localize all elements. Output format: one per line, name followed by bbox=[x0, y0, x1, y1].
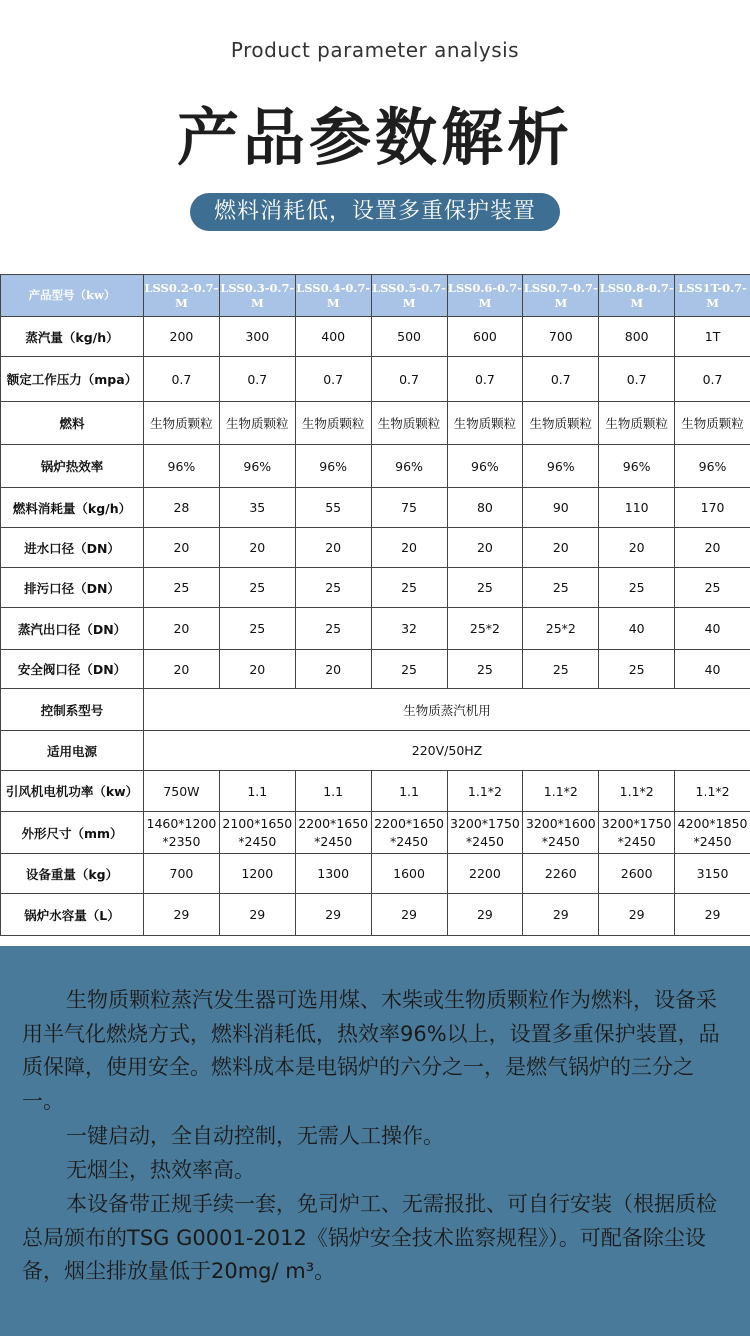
table-cell: 29 bbox=[295, 894, 371, 936]
table-cell: 1.1*2 bbox=[599, 771, 675, 812]
dimension-line-1: 3200*1750 bbox=[450, 815, 520, 831]
table-cell: 20 bbox=[219, 528, 295, 568]
table-cell: 25 bbox=[371, 650, 447, 689]
row-label: 控制系型号 bbox=[1, 689, 144, 731]
row-label: 燃料 bbox=[1, 402, 144, 445]
row-label: 排污口径（DN） bbox=[1, 568, 144, 608]
table-cell: 0.7 bbox=[675, 357, 750, 402]
table-cell: 1.1*2 bbox=[523, 771, 599, 812]
dimension-cell bbox=[219, 812, 295, 854]
table-cell: 200 bbox=[144, 317, 220, 357]
table-cell: 25 bbox=[447, 650, 523, 689]
table-cell: 25 bbox=[599, 568, 675, 608]
table-cell: 1600 bbox=[371, 854, 447, 894]
dimension-cell bbox=[144, 812, 220, 854]
table-cell: 1200 bbox=[219, 854, 295, 894]
model-header: LSS0.5-0.7-M bbox=[371, 275, 447, 317]
row-label: 锅炉水容量（L） bbox=[1, 894, 144, 936]
table-row bbox=[1, 689, 750, 731]
table-cell: 25*2 bbox=[447, 608, 523, 650]
dimension-line-2: *2450 bbox=[617, 833, 656, 849]
table-cell: 110 bbox=[599, 488, 675, 528]
table-cell: 29 bbox=[447, 894, 523, 936]
table-row bbox=[1, 608, 750, 650]
dimension-cell bbox=[675, 812, 750, 854]
table-cell: 25 bbox=[219, 568, 295, 608]
dimension-cell bbox=[599, 812, 675, 854]
dimension-line-1: 2200*1650 bbox=[298, 815, 369, 831]
table-row bbox=[1, 402, 750, 445]
table-cell: 25 bbox=[295, 568, 371, 608]
model-header: LSS0.4-0.7-M bbox=[295, 275, 371, 317]
table-cell: 生物质颗粒 bbox=[371, 402, 447, 445]
table-cell: 600 bbox=[447, 317, 523, 357]
table-cell: 0.7 bbox=[523, 357, 599, 402]
table-cell: 96% bbox=[675, 445, 750, 488]
description-paragraph: 无烟尘，热效率高。 bbox=[66, 1158, 255, 1182]
table-cell: 25 bbox=[523, 568, 599, 608]
table-cell: 800 bbox=[599, 317, 675, 357]
table-cell: 40 bbox=[675, 650, 750, 689]
table-cell: 生物质颗粒 bbox=[295, 402, 371, 445]
table-cell: 20 bbox=[219, 650, 295, 689]
table-cell: 2200 bbox=[447, 854, 523, 894]
table-cell: 29 bbox=[675, 894, 750, 936]
dimension-cell bbox=[295, 812, 371, 854]
row-label: 蒸汽出口径（DN） bbox=[1, 608, 144, 650]
table-cell: 25*2 bbox=[523, 608, 599, 650]
table-cell: 25 bbox=[599, 650, 675, 689]
table-cell: 0.7 bbox=[371, 357, 447, 402]
table-cell: 1.1 bbox=[371, 771, 447, 812]
parameter-table bbox=[0, 274, 750, 936]
dimension-line-2: *2450 bbox=[465, 833, 504, 849]
table-cell: 1.1 bbox=[295, 771, 371, 812]
table-cell: 3150 bbox=[675, 854, 750, 894]
table-cell: 生物质颗粒 bbox=[675, 402, 750, 445]
table-cell: 700 bbox=[523, 317, 599, 357]
table-row bbox=[1, 445, 750, 488]
table-cell: 170 bbox=[675, 488, 750, 528]
dimension-cell bbox=[447, 812, 523, 854]
model-header: LSS1T-0.7-M bbox=[675, 275, 750, 317]
table-cell: 1300 bbox=[295, 854, 371, 894]
table-cell: 25 bbox=[523, 650, 599, 689]
row-label: 额定工作压力（mpa） bbox=[1, 357, 144, 402]
table-cell: 700 bbox=[144, 854, 220, 894]
table-cell: 2600 bbox=[599, 854, 675, 894]
table-cell: 400 bbox=[295, 317, 371, 357]
merged-cell: 220V/50HZ bbox=[144, 731, 750, 771]
table-cell: 80 bbox=[447, 488, 523, 528]
description-panel bbox=[0, 946, 750, 1336]
dimension-line-1: 2100*1650 bbox=[222, 815, 293, 831]
table-cell: 40 bbox=[599, 608, 675, 650]
dimension-cell bbox=[371, 812, 447, 854]
table-cell: 500 bbox=[371, 317, 447, 357]
table-cell: 55 bbox=[295, 488, 371, 528]
table-cell: 20 bbox=[295, 528, 371, 568]
table-cell: 生物质颗粒 bbox=[144, 402, 220, 445]
table-cell: 35 bbox=[219, 488, 295, 528]
table-cell: 96% bbox=[219, 445, 295, 488]
table-cell: 生物质颗粒 bbox=[219, 402, 295, 445]
table-cell: 25 bbox=[295, 608, 371, 650]
table-cell: 20 bbox=[675, 528, 750, 568]
table-cell: 0.7 bbox=[447, 357, 523, 402]
table-cell: 25 bbox=[144, 568, 220, 608]
table-cell: 1.1*2 bbox=[447, 771, 523, 812]
feature-pill: 燃料消耗低，设置多重保护装置 bbox=[190, 193, 560, 231]
merged-cell: 生物质蒸汽机用 bbox=[144, 689, 750, 731]
description-paragraph: 生物质颗粒蒸汽发生器可选用煤、木柴或生物质颗粒作为燃料，设备采用半气化燃烧方式，燃料消耗低，热效率96%以上，设置多重保护装置，品质保障，使用安全。燃料成本是电锅炉的六分之一，是燃气锅炉的三分之一。 bbox=[22, 988, 720, 1113]
table-cell: 40 bbox=[675, 608, 750, 650]
dimension-line-1: 4200*1850 bbox=[677, 815, 748, 831]
row-label: 燃料消耗量（kg/h） bbox=[1, 488, 144, 528]
table-cell: 75 bbox=[371, 488, 447, 528]
model-header: LSS0.6-0.7-M bbox=[447, 275, 523, 317]
dimension-line-1: 1460*1200 bbox=[146, 815, 217, 831]
table-header-row bbox=[1, 275, 750, 317]
dimension-line-1: 3200*1600 bbox=[525, 815, 596, 831]
dimension-line-2: *2450 bbox=[238, 833, 277, 849]
table-cell: 2260 bbox=[523, 854, 599, 894]
dimension-line-2: *2450 bbox=[314, 833, 353, 849]
table-cell: 25 bbox=[675, 568, 750, 608]
table-cell: 96% bbox=[371, 445, 447, 488]
dimension-line-2: *2350 bbox=[162, 833, 201, 849]
table-cell: 生物质颗粒 bbox=[447, 402, 523, 445]
table-cell: 1.1 bbox=[219, 771, 295, 812]
table-row bbox=[1, 894, 750, 936]
table-cell: 20 bbox=[599, 528, 675, 568]
table-row bbox=[1, 488, 750, 528]
table-cell: 0.7 bbox=[219, 357, 295, 402]
table-row bbox=[1, 854, 750, 894]
table-cell: 96% bbox=[295, 445, 371, 488]
model-header: LSS0.2-0.7-M bbox=[144, 275, 220, 317]
table-cell: 96% bbox=[523, 445, 599, 488]
table-cell: 生物质颗粒 bbox=[523, 402, 599, 445]
row-label: 引风机电机功率（kw） bbox=[1, 771, 144, 812]
table-row bbox=[1, 650, 750, 689]
table-cell: 96% bbox=[144, 445, 220, 488]
table-cell: 32 bbox=[371, 608, 447, 650]
table-cell: 20 bbox=[371, 528, 447, 568]
dimension-line-1: 2200*1650 bbox=[374, 815, 444, 831]
table-cell: 29 bbox=[599, 894, 675, 936]
table-cell: 25 bbox=[219, 608, 295, 650]
description-paragraph: 本设备带正规手续一套，免司炉工、无需报批、可自行安装（根据质检总局颁布的TSG G0001-2012《锅炉安全技术监察规程》）。可配备除尘设备，烟尘排放量低于20mg/ m³。 bbox=[22, 1192, 717, 1283]
row-label: 进水口径（DN） bbox=[1, 528, 144, 568]
description-paragraph: 一键启动，全自动控制，无需人工操作。 bbox=[66, 1124, 444, 1148]
row-label: 蒸汽量（kg/h） bbox=[1, 317, 144, 357]
table-cell: 25 bbox=[447, 568, 523, 608]
table-row bbox=[1, 771, 750, 812]
table-cell: 0.7 bbox=[144, 357, 220, 402]
table-cell: 28 bbox=[144, 488, 220, 528]
table-row bbox=[1, 317, 750, 357]
row-label: 外形尺寸（mm） bbox=[1, 812, 144, 854]
table-cell: 29 bbox=[144, 894, 220, 936]
table-cell: 96% bbox=[599, 445, 675, 488]
dimension-line-1: 3200*1750 bbox=[601, 815, 672, 831]
table-cell: 96% bbox=[447, 445, 523, 488]
table-cell: 29 bbox=[219, 894, 295, 936]
table-cell: 300 bbox=[219, 317, 295, 357]
row-label: 设备重量（kg） bbox=[1, 854, 144, 894]
table-cell: 90 bbox=[523, 488, 599, 528]
table-cell: 0.7 bbox=[295, 357, 371, 402]
table-row bbox=[1, 528, 750, 568]
table-cell: 29 bbox=[371, 894, 447, 936]
table-cell: 1T bbox=[675, 317, 750, 357]
table-cell: 1.1*2 bbox=[675, 771, 750, 812]
table-cell: 750W bbox=[144, 771, 220, 812]
table-cell: 20 bbox=[295, 650, 371, 689]
table-cell: 25 bbox=[371, 568, 447, 608]
table-row bbox=[1, 731, 750, 771]
page-title: 产品参数解析 bbox=[176, 101, 573, 174]
row-label: 锅炉热效率 bbox=[1, 445, 144, 488]
row-label: 适用电源 bbox=[1, 731, 144, 771]
table-cell: 20 bbox=[447, 528, 523, 568]
table-cell: 20 bbox=[144, 608, 220, 650]
model-header: LSS0.3-0.7-M bbox=[219, 275, 295, 317]
dimension-cell bbox=[523, 812, 599, 854]
dimension-line-2: *2450 bbox=[541, 833, 580, 849]
table-row bbox=[1, 568, 750, 608]
model-header: LSS0.7-0.7-M bbox=[523, 275, 599, 317]
table-cell: 20 bbox=[144, 650, 220, 689]
table-cell: 生物质颗粒 bbox=[599, 402, 675, 445]
row-label: 安全阀口径（DN） bbox=[1, 650, 144, 689]
table-cell: 20 bbox=[144, 528, 220, 568]
subtitle-en: Product parameter analysis bbox=[230, 38, 520, 62]
table-cell: 20 bbox=[523, 528, 599, 568]
table-cell: 29 bbox=[523, 894, 599, 936]
table-cell: 0.7 bbox=[599, 357, 675, 402]
model-header: LSS0.8-0.7-M bbox=[599, 275, 675, 317]
dimension-line-2: *2450 bbox=[693, 833, 732, 849]
table-row bbox=[1, 357, 750, 402]
dimension-line-2: *2450 bbox=[390, 833, 429, 849]
header-label: 产品型号（kw） bbox=[1, 275, 144, 317]
table-row bbox=[1, 812, 750, 854]
